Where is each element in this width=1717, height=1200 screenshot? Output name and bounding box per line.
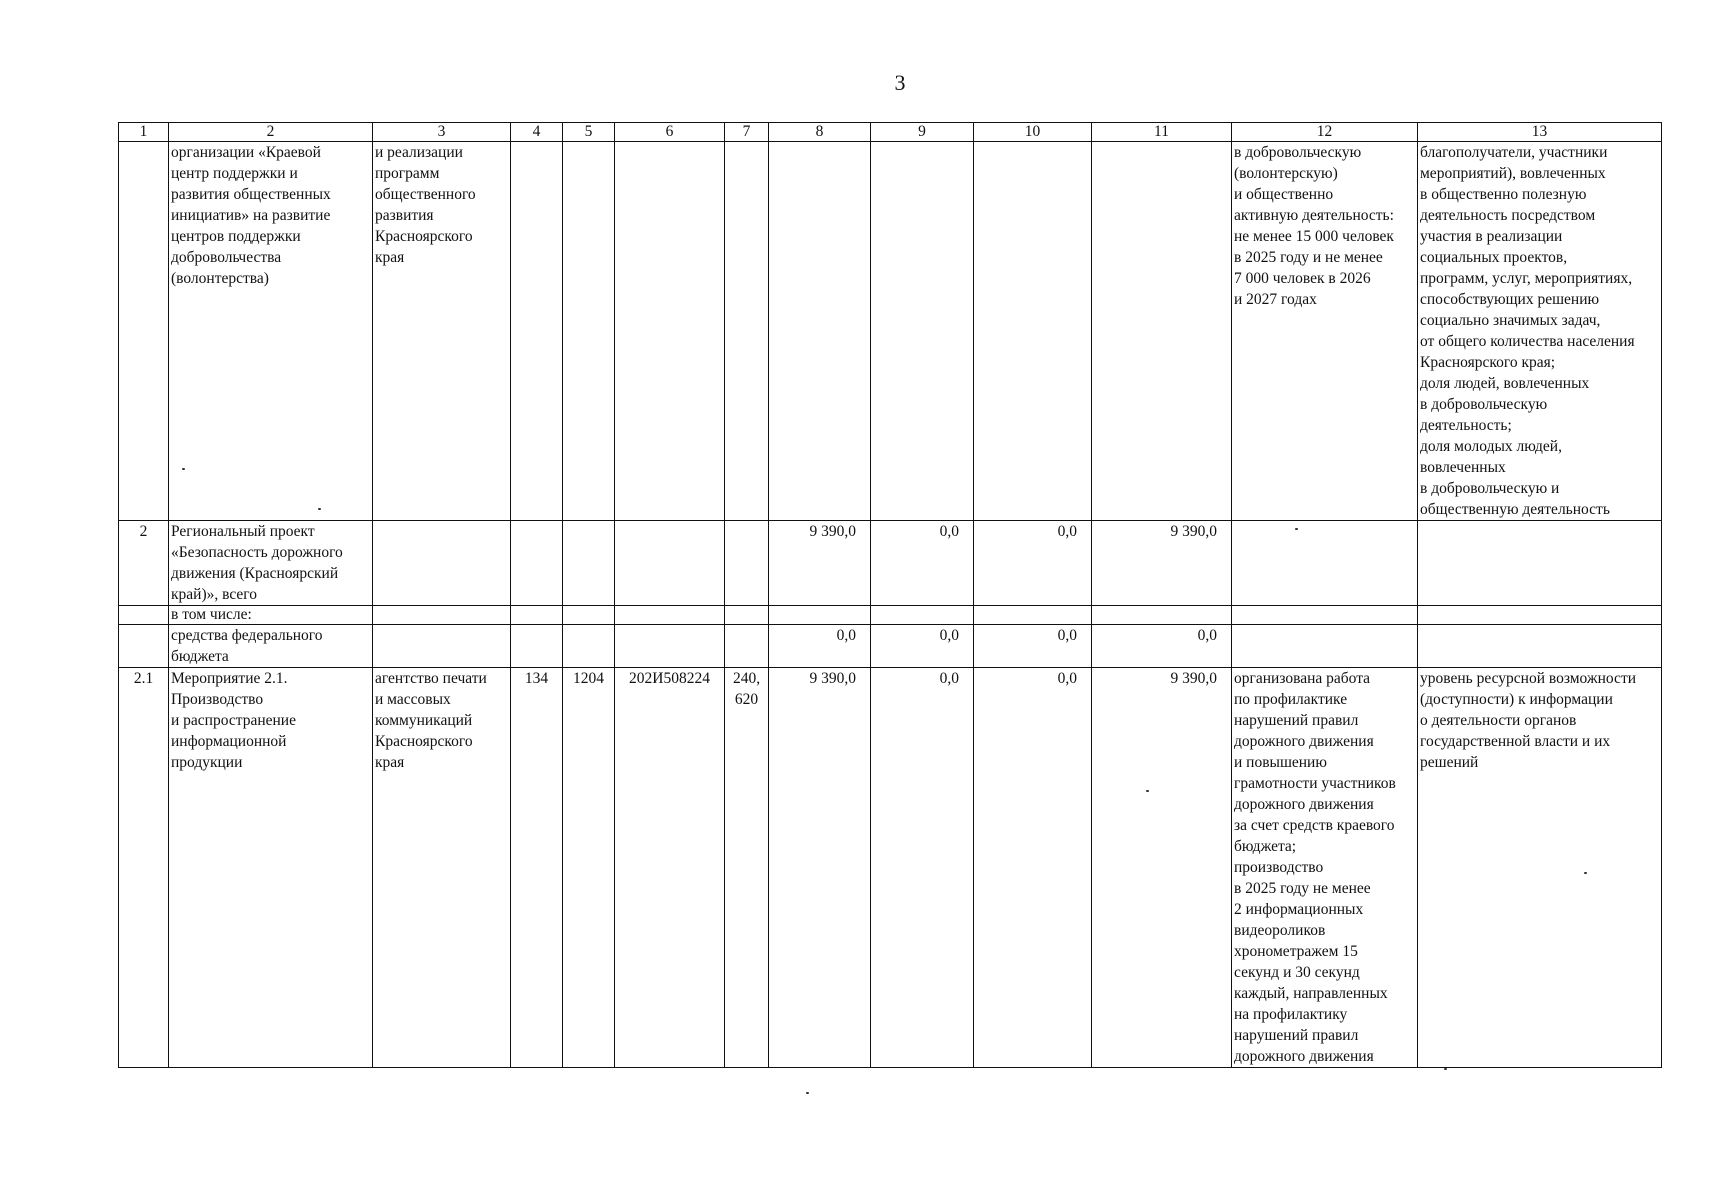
- header-col-13: 13: [1418, 123, 1662, 142]
- cell-result: организована работа по профилактике нарушений правил дорожного движения и повышению грамотности участников дорожного движения за счет средств краевого бюджета; производство в 2025 году не менее 2 информационных видеороликов хронометражем 15 секунд и 30 секунд каждый, направленных на профилактику нарушений правил дорожного движения: [1232, 668, 1418, 1068]
- cell-total-2026: 0,0: [871, 521, 974, 606]
- header-col-4: 4: [511, 123, 563, 142]
- cell-col7: [725, 521, 769, 606]
- cell-col5: [563, 521, 615, 606]
- cell-col6: [615, 142, 725, 521]
- cell-total-sum: 9 390,0: [1092, 668, 1232, 1068]
- cell-total-2027: 0,0: [974, 521, 1092, 606]
- scan-speck: [1146, 790, 1149, 792]
- table-row-including: [119, 606, 1662, 625]
- cell-indicator: благополучатели, участники мероприятий), вовлеченных в общественно полезную деятельность посредством участия в реализации социальных проектов, программ, услуг, мероприятиях, способствующих решению социально значимых задач, от общего количества населения Красноярского края; доля людей, вовлеченных в добровольческую деятельность; доля молодых людей, вовлеченных в добровольческую и общественную деятельность: [1418, 142, 1662, 521]
- cell-number: [119, 142, 169, 521]
- cell-col9: [871, 142, 974, 521]
- scan-speck: [182, 468, 185, 470]
- cell-name: организации «Краевой центр поддержки и развития общественных инициатив» на развитие центров поддержки добровольчества (волонтерства): [169, 142, 373, 521]
- cell-col8: [769, 142, 871, 521]
- cell-executor: [373, 625, 511, 668]
- cell-result: [1232, 521, 1418, 606]
- cell-total-sum: 9 390,0: [1092, 521, 1232, 606]
- cell-col4: [511, 606, 563, 625]
- cell-col6: [615, 521, 725, 606]
- cell-executor: и реализации программ общественного развития Красноярского края: [373, 142, 511, 521]
- cell-number: [119, 606, 169, 625]
- cell-executor: [373, 606, 511, 625]
- table-row-project: [119, 521, 1662, 606]
- budget-table: [118, 122, 1662, 1068]
- cell-total-sum: 0,0: [1092, 625, 1232, 668]
- cell-indicator: уровень ресурсной возможности (доступности) к информации о деятельности органов государственной власти и их решений: [1418, 668, 1662, 1068]
- cell-total-2026: 0,0: [871, 625, 974, 668]
- cell-section-code: 1204: [563, 668, 615, 1068]
- header-col-5: 5: [563, 123, 615, 142]
- table-row-measure: [119, 668, 1662, 1068]
- cell-col5: [563, 625, 615, 668]
- cell-col5: [563, 142, 615, 521]
- cell-col4: [511, 521, 563, 606]
- cell-col7: [725, 606, 769, 625]
- cell-col4: [511, 142, 563, 521]
- scan-speck: [806, 1092, 809, 1094]
- header-col-8: 8: [769, 123, 871, 142]
- header-col-3: 3: [373, 123, 511, 142]
- cell-total-2025: 0,0: [769, 625, 871, 668]
- cell-including-label: в том числе:: [169, 606, 373, 625]
- header-col-7: 7: [725, 123, 769, 142]
- cell-executor: [373, 521, 511, 606]
- header-col-9: 9: [871, 123, 974, 142]
- cell-total-2026: 0,0: [871, 668, 974, 1068]
- cell-col4: [511, 625, 563, 668]
- cell-name: Мероприятие 2.1. Производство и распространение информационной продукции: [169, 668, 373, 1068]
- cell-total-2025: 9 390,0: [769, 668, 871, 1068]
- cell-indicator: [1418, 521, 1662, 606]
- cell-indicator: [1418, 625, 1662, 668]
- cell-col7: [725, 142, 769, 521]
- cell-name: Региональный проект «Безопасность дорожного движения (Красноярский край)», всего: [169, 521, 373, 606]
- cell-col11: [1092, 606, 1232, 625]
- header-col-10: 10: [974, 123, 1092, 142]
- cell-name: средства федерального бюджета: [169, 625, 373, 668]
- cell-total-2025: 9 390,0: [769, 521, 871, 606]
- cell-number: 2.1: [119, 668, 169, 1068]
- cell-col8: [769, 606, 871, 625]
- cell-col9: [871, 606, 974, 625]
- table-row-federal: [119, 625, 1662, 668]
- header-col-2: 2: [169, 123, 373, 142]
- cell-result: [1232, 606, 1418, 625]
- header-col-11: 11: [1092, 123, 1232, 142]
- cell-total-2027: 0,0: [974, 625, 1092, 668]
- scan-speck: [1444, 1068, 1447, 1070]
- header-row: [119, 123, 1662, 142]
- cell-col11: [1092, 142, 1232, 521]
- cell-col5: [563, 606, 615, 625]
- cell-grbs-code: 134: [511, 668, 563, 1068]
- scan-speck: [318, 508, 321, 510]
- table-row-continuation: [119, 142, 1662, 521]
- cell-col6: [615, 625, 725, 668]
- header-col-12: 12: [1232, 123, 1418, 142]
- cell-result: [1232, 625, 1418, 668]
- cell-col10: [974, 142, 1092, 521]
- cell-indicator: [1418, 606, 1662, 625]
- scan-speck: [1584, 872, 1587, 874]
- header-col-6: 6: [615, 123, 725, 142]
- cell-executor: агентство печати и массовых коммуникаций Красноярского края: [373, 668, 511, 1068]
- cell-total-2027: 0,0: [974, 668, 1092, 1068]
- page-number: 3: [894, 70, 906, 95]
- cell-col6: [615, 606, 725, 625]
- cell-col10: [974, 606, 1092, 625]
- cell-number: 2: [119, 521, 169, 606]
- cell-number: [119, 625, 169, 668]
- header-col-1: 1: [119, 123, 169, 142]
- cell-expense-type: 240, 620: [725, 668, 769, 1068]
- cell-target-article: 202И508224: [615, 668, 725, 1068]
- scan-speck: [1295, 528, 1298, 530]
- cell-result: в добровольческую (волонтерскую) и общественно активную деятельность: не менее 15 000 человек в 2025 году и не менее 7 000 человек в 2026 и 2027 годах: [1232, 142, 1418, 521]
- cell-col7: [725, 625, 769, 668]
